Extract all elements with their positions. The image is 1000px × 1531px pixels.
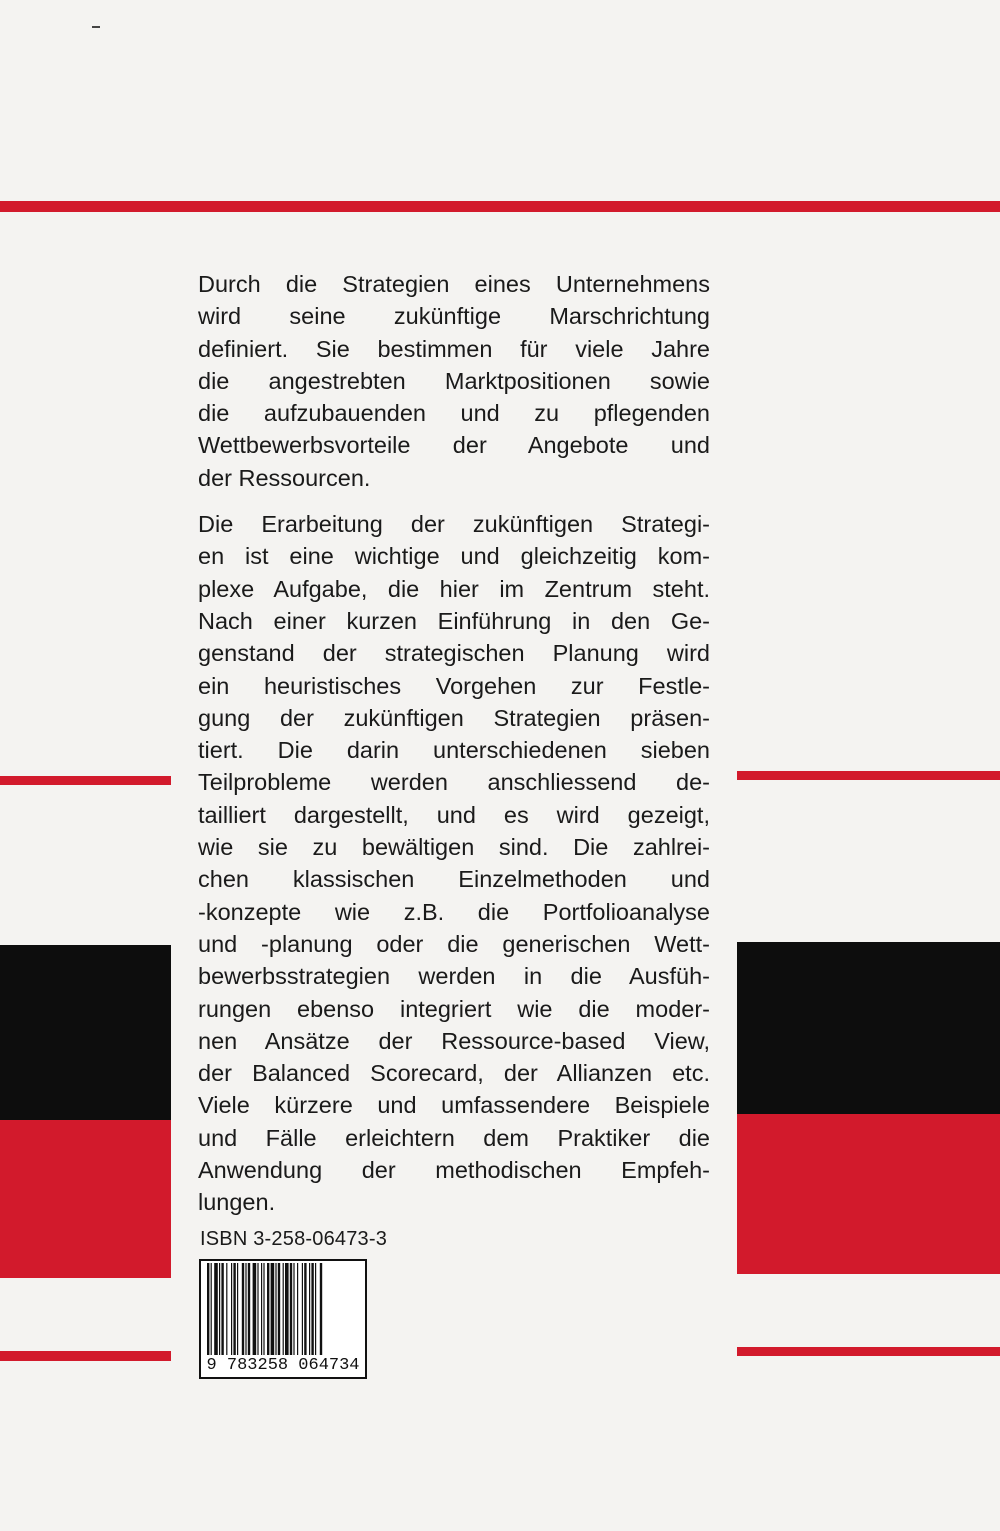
right-red-block bbox=[737, 1114, 1000, 1274]
blurb-line: bewerbsstrategien werden in die Ausfüh- bbox=[198, 963, 710, 990]
barcode-bars bbox=[201, 1261, 365, 1357]
barcode-digits: 9 783258 064734 bbox=[201, 1355, 365, 1377]
blurb-line: der Balanced Scorecard, der Allianzen etc. bbox=[198, 1060, 710, 1087]
blurb-line: lungen. bbox=[198, 1189, 276, 1216]
blurb-line: tiert. Die darin unterschiedenen sieben bbox=[198, 737, 710, 764]
blurb-paragraph-2 bbox=[198, 508, 710, 1219]
isbn-label: ISBN 3-258-06473-3 bbox=[200, 1228, 388, 1250]
blurb-line: ein heuristisches Vorgehen zur Festle- bbox=[198, 672, 710, 699]
blurb-line: plexe Aufgabe, die hier im Zentrum steht. bbox=[198, 575, 710, 602]
left-black-block bbox=[0, 945, 171, 1120]
right-black-block bbox=[737, 942, 1000, 1114]
blurb-line: genstand der strategischen Planung wird bbox=[198, 640, 710, 667]
blurb-line: en ist eine wichtige und gleichzeitig kom- bbox=[198, 543, 710, 570]
blurb-line: die aufzubauenden und zu pflegenden bbox=[198, 400, 710, 427]
blurb-line: Die Erarbeitung der zukünftigen Strategi- bbox=[198, 511, 710, 538]
blurb-line: wird seine zukünftige Marschrichtung bbox=[198, 303, 710, 330]
back-cover-blurb bbox=[198, 268, 710, 1219]
top-red-rule bbox=[0, 201, 1000, 212]
left-red-block bbox=[0, 1120, 171, 1278]
blurb-line: wie sie zu bewältigen sind. Die zahlrei- bbox=[198, 834, 710, 861]
blurb-line: Anwendung der methodischen Empfeh- bbox=[198, 1157, 710, 1184]
blurb-line: definiert. Sie bestimmen für viele Jahre bbox=[198, 335, 710, 362]
blurb-paragraph-1 bbox=[198, 268, 710, 494]
blurb-line: und -planung oder die generischen Wett- bbox=[198, 930, 710, 957]
blurb-line: chen klassischen Einzelmethoden und bbox=[198, 866, 710, 893]
blurb-line: die angestrebten Marktpositionen sowie bbox=[198, 367, 710, 394]
blurb-line: und Fälle erleichtern dem Praktiker die bbox=[198, 1124, 710, 1151]
right-red-rule-bottom bbox=[737, 1347, 1000, 1356]
blurb-line: Nach einer kurzen Einführung in den Ge- bbox=[198, 607, 710, 634]
left-red-rule-bottom bbox=[0, 1351, 171, 1361]
blurb-line: Teilprobleme werden anschliessend de- bbox=[198, 769, 710, 796]
blurb-line: rungen ebenso integriert wie die moder- bbox=[198, 995, 710, 1022]
blurb-line: nen Ansätze der Ressource-based View, bbox=[198, 1027, 710, 1054]
left-red-rule-mid bbox=[0, 776, 171, 785]
blurb-line: gung der zukünftigen Strategien präsen- bbox=[198, 704, 710, 731]
blurb-line: Durch die Strategien eines Unternehmens bbox=[198, 271, 710, 297]
ean-barcode bbox=[199, 1259, 367, 1379]
blurb-line: Wettbewerbsvorteile der Angebote und bbox=[198, 432, 710, 459]
right-red-rule-mid bbox=[737, 771, 1000, 780]
corner-mark bbox=[92, 26, 100, 28]
blurb-line: der Ressourcen. bbox=[198, 464, 371, 491]
blurb-line: Viele kürzere und umfassendere Beispiele bbox=[198, 1092, 710, 1119]
blurb-line: tailliert dargestellt, und es wird gezeigt, bbox=[198, 801, 710, 828]
blurb-line: -konzepte wie z.B. die Portfolioanalyse bbox=[198, 898, 710, 925]
